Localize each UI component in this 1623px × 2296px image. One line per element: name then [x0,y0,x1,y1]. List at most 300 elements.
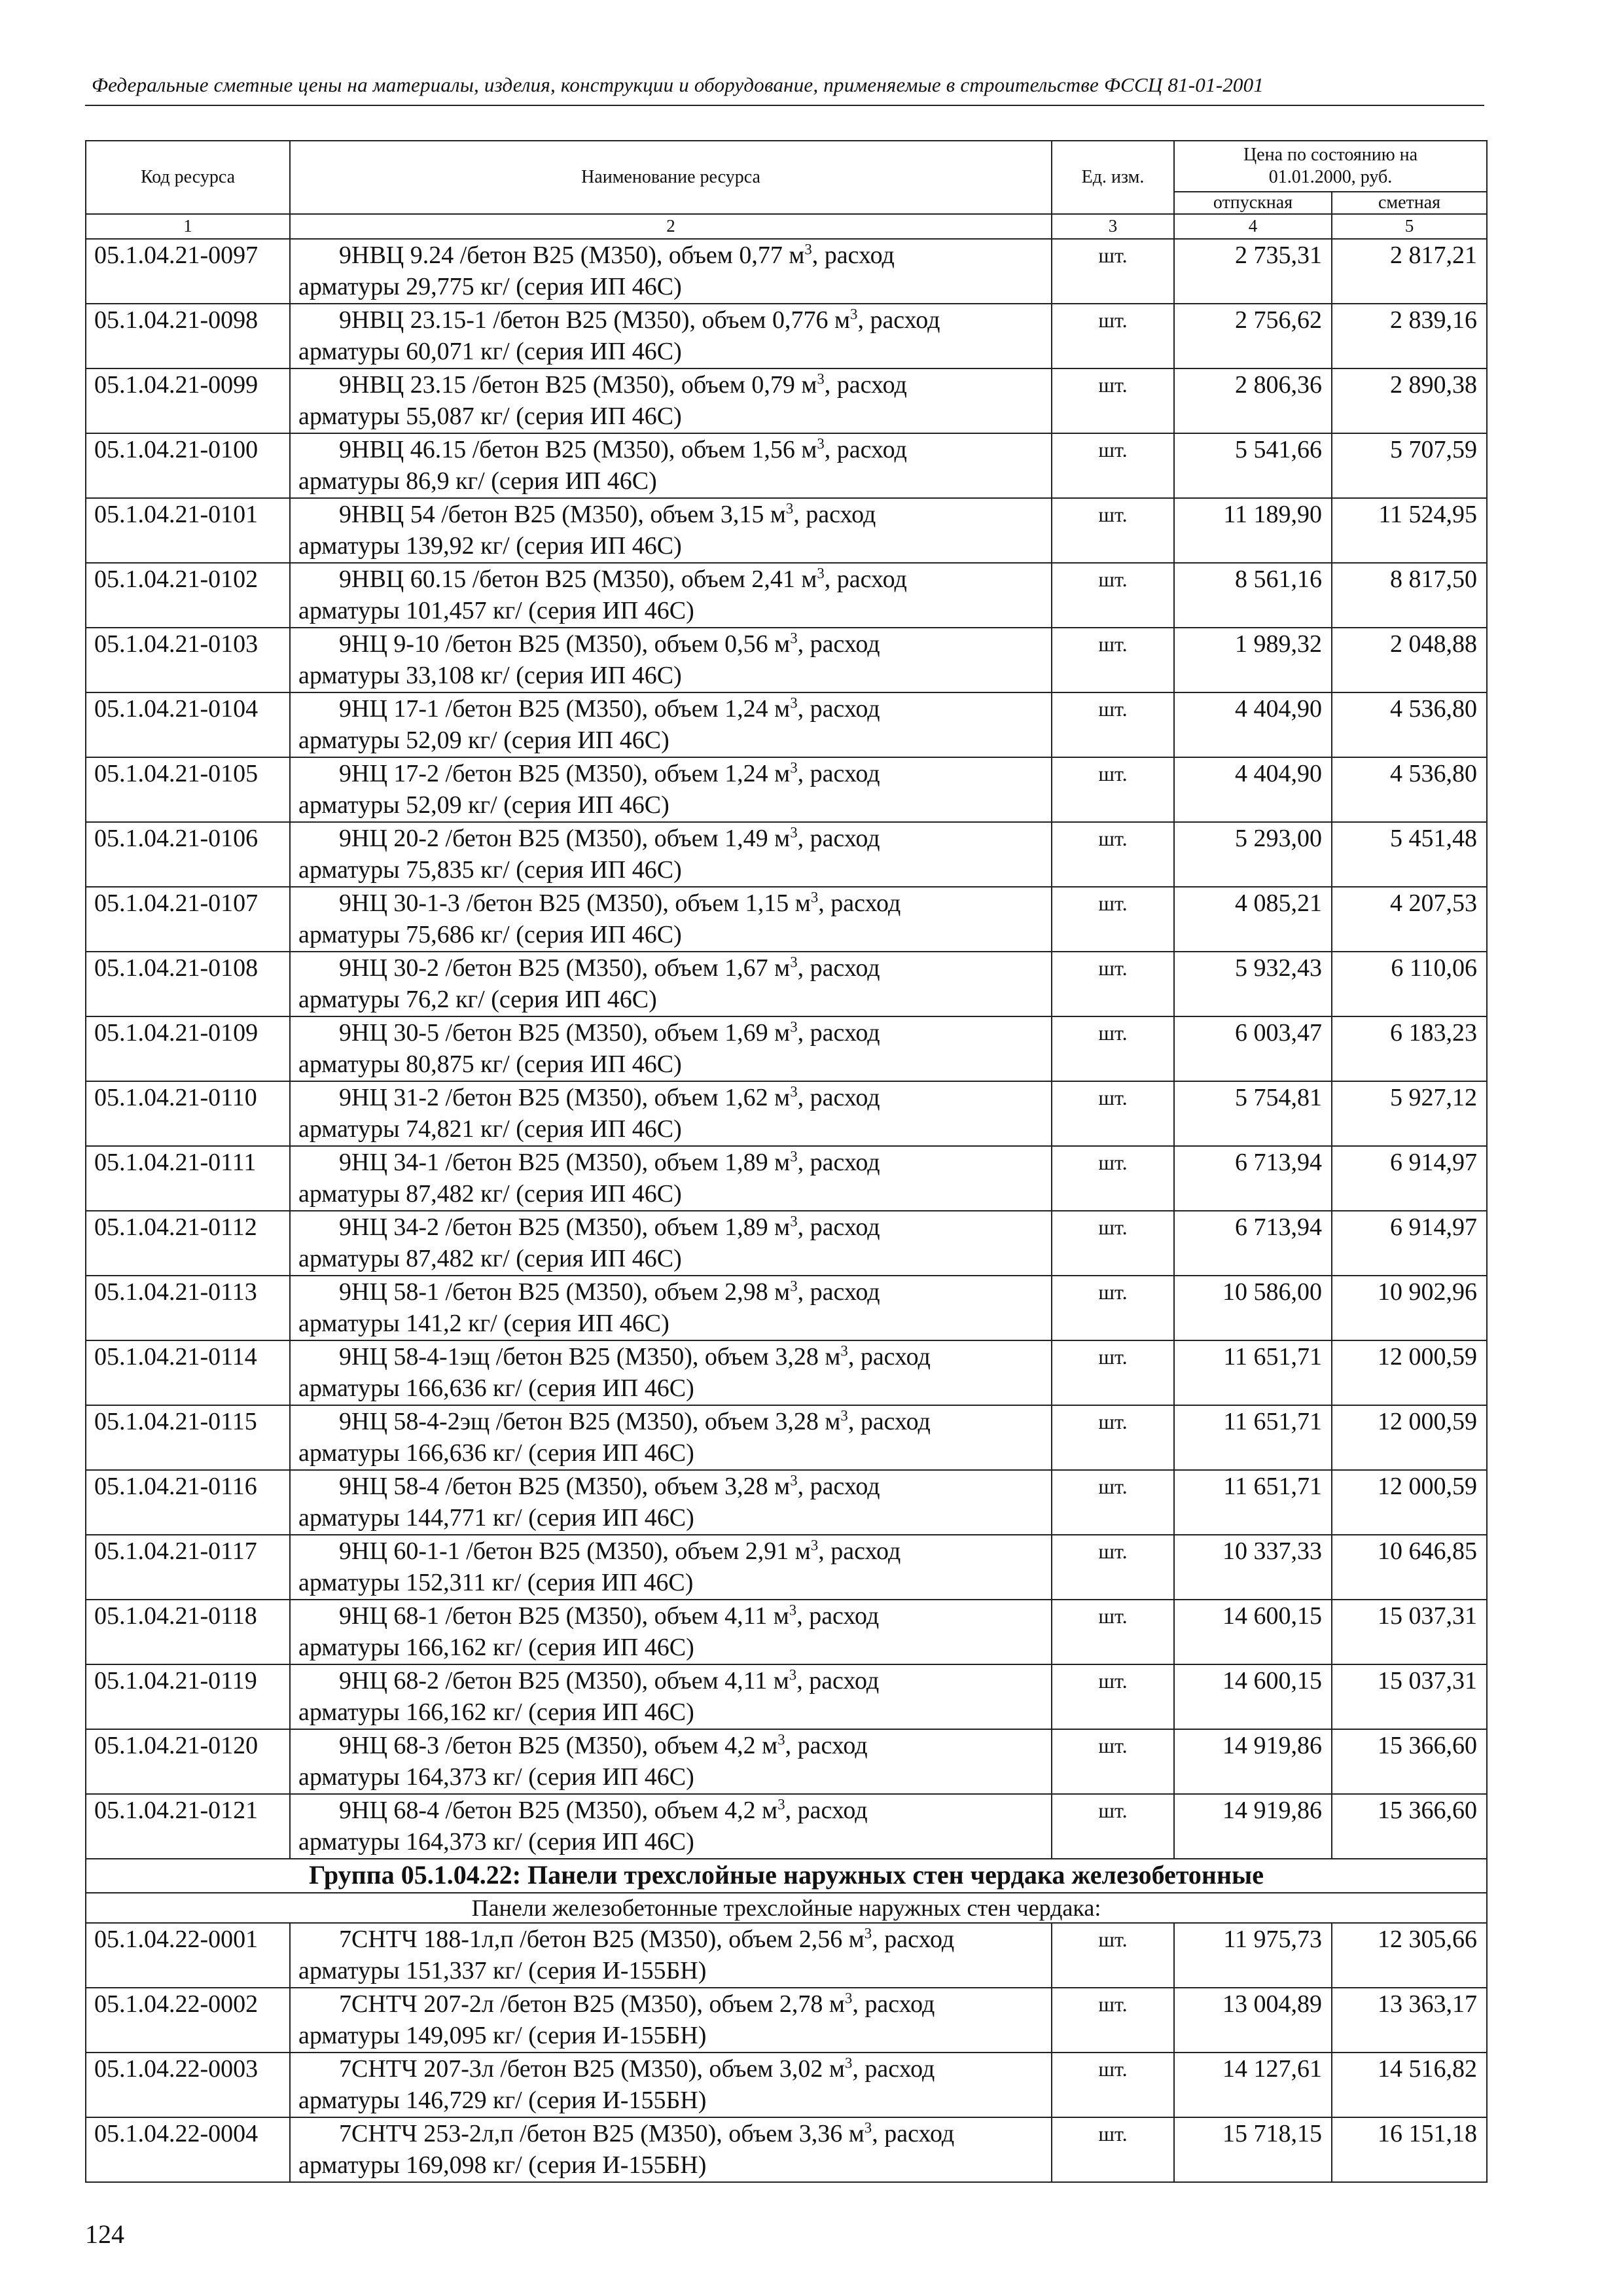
price-release: 11 651,71 [1174,1405,1332,1470]
cubic-superscript: 3 [789,1666,797,1683]
price-estimate: 2 890,38 [1332,368,1487,433]
price-release: 11 975,73 [1174,1923,1332,1988]
cubic-superscript: 3 [789,1602,797,1619]
resource-name-line2: арматуры 74,821 кг/ (серия ИП 46С) [298,1115,682,1143]
resource-name [290,757,1052,822]
cubic-superscript: 3 [777,1796,785,1813]
price-estimate: 4 207,53 [1332,887,1487,952]
table-row [86,1081,1487,1146]
resource-name-line1: 9НЦ 20-2 /бетон В25 (М350), объем 1,49 м [339,825,791,852]
price-estimate: 4 536,80 [1332,757,1487,822]
resource-name [290,2053,1052,2117]
resource-code: 05.1.04.21-0112 [86,1211,290,1276]
resource-code: 05.1.04.21-0105 [86,757,290,822]
group-section [86,1859,1487,1923]
resource-name-line1: 9НЦ 30-5 /бетон В25 (М350), объем 1,69 м [339,1019,791,1047]
resource-unit: шт. [1052,1535,1174,1600]
table-row [86,1211,1487,1276]
resource-name [290,368,1052,433]
resource-rows-group-22 [86,1923,1487,2182]
resource-code: 05.1.04.21-0103 [86,628,290,692]
price-estimate: 6 183,23 [1332,1016,1487,1081]
resource-code: 05.1.04.21-0117 [86,1535,290,1600]
resource-code: 05.1.04.21-0107 [86,887,290,952]
column-number: 2 [290,214,1052,239]
resource-name-line2: арматуры 169,098 кг/ (серия И-155БН) [298,2151,707,2179]
cubic-superscript: 3 [810,1537,819,1554]
price-release: 11 651,71 [1174,1470,1332,1535]
resource-name-line1-end: , расход [824,371,907,399]
resource-name-line2: арматуры 149,095 кг/ (серия И-155БН) [298,2022,707,2049]
resource-name-line2: арматуры 80,875 кг/ (серия ИП 46С) [298,1050,682,1078]
header-price-estimate: сметная [1332,192,1487,214]
resource-name-line1-end: , расход [796,1602,880,1630]
resource-name-line2: арматуры 101,457 кг/ (серия ИП 46С) [298,597,694,624]
resource-name [290,2117,1052,2182]
table-row [86,433,1487,498]
resource-name-line2: арматуры 33,108 кг/ (серия ИП 46С) [298,662,682,689]
resource-name [290,952,1052,1016]
resource-code: 05.1.04.21-0118 [86,1600,290,1664]
resource-name-line1: 9НВЦ 9.24 /бетон В25 (М350), объем 0,77 м [339,242,805,269]
resource-code: 05.1.04.22-0003 [86,2053,290,2117]
resource-unit: шт. [1052,1405,1174,1470]
cubic-superscript: 3 [850,306,858,323]
resource-name-line1-end: , расход [793,501,876,528]
resource-unit: шт. [1052,2117,1174,2182]
resource-name-line1: 9НЦ 68-3 /бетон В25 (М350), объем 4,2 м [339,1732,778,1759]
resource-name-line2: арматуры 52,09 кг/ (серия ИП 46С) [298,791,669,819]
resource-name-line1-end: , расход [872,1926,955,1953]
resource-name-line1: 9НЦ 9-10 /бетон В25 (М350), объем 0,56 м [339,630,791,658]
resource-name-line2: арматуры 166,636 кг/ (серия ИП 46С) [298,1374,694,1402]
cubic-superscript: 3 [790,1278,798,1295]
resource-name-line1-end: , расход [824,436,907,463]
resource-name-line1: 9НЦ 68-1 /бетон В25 (М350), объем 4,11 м [339,1602,789,1630]
resource-name-line1-end: , расход [785,1732,868,1759]
price-release: 4 404,90 [1174,692,1332,757]
price-release: 15 718,15 [1174,2117,1332,2182]
price-estimate: 14 516,82 [1332,2053,1487,2117]
resource-code: 05.1.04.22-0001 [86,1923,290,1988]
resource-unit: шт. [1052,1081,1174,1146]
header-price-release: отпускная [1174,192,1332,214]
cubic-superscript: 3 [840,1407,848,1424]
price-table [85,140,1488,2183]
resource-name-line2: арматуры 55,087 кг/ (серия ИП 46С) [298,403,682,430]
resource-name [290,1988,1052,2053]
cubic-superscript: 3 [790,1018,798,1035]
header-divider [85,105,1484,106]
resource-name-line1: 9НЦ 68-4 /бетон В25 (М350), объем 4,2 м [339,1797,778,1824]
resource-name-line1-end: , расход [847,1408,931,1435]
table-row [86,239,1487,304]
resource-name-line1-end: , расход [818,1537,901,1565]
resource-code: 05.1.04.21-0120 [86,1729,290,1794]
resource-name-line1: 9НЦ 58-4-1эщ /бетон В25 (М350), объем 3,28 м [339,1343,841,1371]
resource-code: 05.1.04.21-0110 [86,1081,290,1146]
resource-name-line1-end: , расход [797,1278,880,1306]
resource-unit: шт. [1052,952,1174,1016]
resource-name-line1-end: , расход [796,1667,880,1695]
price-estimate: 12 305,66 [1332,1923,1487,1988]
resource-name-line2: арматуры 52,09 кг/ (серия ИП 46С) [298,726,669,754]
table-row [86,1664,1487,1729]
resource-name-line2: арматуры 164,373 кг/ (серия ИП 46С) [298,1763,694,1791]
header-code: Код ресурса [86,141,290,214]
resource-name-line1-end: , расход [797,1084,880,1111]
price-release: 6 003,47 [1174,1016,1332,1081]
resource-unit: шт. [1052,1016,1174,1081]
resource-name-line1: 9НЦ 58-4 /бетон В25 (М350), объем 3,28 м [339,1473,791,1500]
resource-unit: шт. [1052,1600,1174,1664]
cubic-superscript: 3 [790,1472,798,1489]
price-release: 14 919,86 [1174,1794,1332,1859]
price-release: 4 085,21 [1174,887,1332,952]
resource-name [290,1081,1052,1146]
cubic-superscript: 3 [844,1990,853,2007]
resource-name-line1-end: , расход [797,695,880,723]
price-release: 2 806,36 [1174,368,1332,433]
resource-name-line1-end: , расход [812,242,895,269]
resource-name-line2: арматуры 146,729 кг/ (серия И-155БН) [298,2087,707,2114]
resource-code: 05.1.04.21-0116 [86,1470,290,1535]
cubic-superscript: 3 [777,1731,785,1748]
resource-unit: шт. [1052,563,1174,628]
resource-name-line2: арматуры 141,2 кг/ (серия ИП 46С) [298,1310,669,1337]
cubic-superscript: 3 [790,1148,798,1165]
price-release: 6 713,94 [1174,1211,1332,1276]
resource-name-line1: 9НЦ 34-1 /бетон В25 (М350), объем 1,89 м [339,1149,791,1176]
price-estimate: 2 839,16 [1332,304,1487,368]
table-row [86,2117,1487,2182]
resource-name-line1-end: , расход [824,565,907,593]
cubic-superscript: 3 [790,824,798,841]
price-estimate: 6 110,06 [1332,952,1487,1016]
resource-name-line2: арматуры 152,311 кг/ (серия ИП 46С) [298,1569,694,1596]
price-release: 5 932,43 [1174,952,1332,1016]
resource-name-line2: арматуры 151,337 кг/ (серия И-155БН) [298,1957,707,1984]
resource-name [290,1664,1052,1729]
resource-name-line2: арматуры 166,162 кг/ (серия ИП 46С) [298,1634,694,1661]
resource-name [290,1600,1052,1664]
cubic-superscript: 3 [844,2054,853,2072]
price-release: 11 651,71 [1174,1340,1332,1405]
resource-name-line1-end: , расход [797,954,880,982]
resource-name [290,239,1052,304]
resource-name [290,563,1052,628]
resource-name [290,433,1052,498]
resource-name [290,1923,1052,1988]
table-row [86,1600,1487,1664]
cubic-superscript: 3 [817,565,825,582]
price-estimate: 15 037,31 [1332,1600,1487,1664]
resource-name-line1: 7СНТЧ 188-1л,п /бетон В25 (М350), объем 2,56 м [339,1926,865,1953]
table-row [86,498,1487,563]
cubic-superscript: 3 [810,889,819,906]
cubic-superscript: 3 [790,630,798,647]
cubic-superscript: 3 [790,954,798,971]
resource-name-line1-end: , расход [785,1797,868,1824]
price-estimate: 10 646,85 [1332,1535,1487,1600]
resource-name [290,1276,1052,1340]
resource-name-line1-end: , расход [852,1990,935,2018]
price-estimate: 6 914,97 [1332,1211,1487,1276]
header-price: Цена по состоянию на 01.01.2000, руб. [1174,141,1487,192]
page-header-title: Федеральные сметные цены на материалы, изделия, конструкции и оборудование, применяемые в строительстве ФССЦ 81-01-2001 [92,73,1264,96]
resource-unit: шт. [1052,2053,1174,2117]
resource-unit: шт. [1052,1664,1174,1729]
table-row [86,1729,1487,1794]
table-row [86,952,1487,1016]
resource-unit: шт. [1052,757,1174,822]
resource-name [290,1794,1052,1859]
price-release: 1 989,32 [1174,628,1332,692]
resource-unit: шт. [1052,1340,1174,1405]
resource-name-line1-end: , расход [847,1343,931,1371]
resource-unit: шт. [1052,887,1174,952]
resource-unit: шт. [1052,822,1174,887]
column-number: 5 [1332,214,1487,239]
price-estimate: 5 451,48 [1332,822,1487,887]
price-estimate: 12 000,59 [1332,1340,1487,1405]
price-release: 5 541,66 [1174,433,1332,498]
resource-code: 05.1.04.21-0102 [86,563,290,628]
resource-code: 05.1.04.21-0114 [86,1340,290,1405]
resource-name-line2: арматуры 76,2 кг/ (серия ИП 46С) [298,986,657,1013]
cubic-superscript: 3 [785,500,794,517]
table-row [86,1470,1487,1535]
resource-name [290,1340,1052,1405]
resource-name [290,498,1052,563]
resource-name-line1: 9НВЦ 54 /бетон В25 (М350), объем 3,15 м [339,501,786,528]
table-row [86,1016,1487,1081]
resource-unit: шт. [1052,1988,1174,2053]
table-row [86,1535,1487,1600]
resource-code: 05.1.04.21-0115 [86,1405,290,1470]
price-estimate: 12 000,59 [1332,1405,1487,1470]
price-estimate: 4 536,80 [1332,692,1487,757]
resource-name-line2: арматуры 29,775 кг/ (серия ИП 46С) [298,273,682,300]
resource-code: 05.1.04.21-0097 [86,239,290,304]
resource-unit: шт. [1052,692,1174,757]
resource-name-line1-end: , расход [872,2120,955,2147]
price-estimate: 5 707,59 [1332,433,1487,498]
resource-name-line1: 9НЦ 68-2 /бетон В25 (М350), объем 4,11 м [339,1667,789,1695]
price-release: 14 600,15 [1174,1600,1332,1664]
resource-name-line1: 9НЦ 30-1-3 /бетон В25 (М350), объем 1,15 м [339,889,811,917]
price-estimate: 15 366,60 [1332,1794,1487,1859]
price-estimate: 2 817,21 [1332,239,1487,304]
resource-name [290,1016,1052,1081]
cubic-superscript: 3 [790,694,798,711]
resource-unit: шт. [1052,1923,1174,1988]
resource-code: 05.1.04.21-0104 [86,692,290,757]
resource-unit: шт. [1052,1276,1174,1340]
resource-name-line1: 7СНТЧ 253-2л,п /бетон В25 (М350), объем 3,36 м [339,2120,865,2147]
resource-name-line1-end: , расход [797,1473,880,1500]
resource-code: 05.1.04.21-0099 [86,368,290,433]
group-title: Группа 05.1.04.22: Панели трехслойные наружных стен чердака железобетонные [86,1859,1487,1893]
resource-name-line1: 9НЦ 17-2 /бетон В25 (М350), объем 1,24 м [339,760,791,787]
resource-name [290,822,1052,887]
resource-name-line1: 7СНТЧ 207-2л /бетон В25 (М350), объем 2,78 м [339,1990,845,2018]
price-release: 6 713,94 [1174,1146,1332,1211]
resource-unit: шт. [1052,1729,1174,1794]
resource-unit: шт. [1052,368,1174,433]
group-subtitle: Панели железобетонные трехслойные наружных стен чердака: [86,1893,1487,1923]
resource-unit: шт. [1052,628,1174,692]
resource-name [290,304,1052,368]
resource-name-line1: 9НЦ 30-2 /бетон В25 (М350), объем 1,67 м [339,954,791,982]
price-release: 14 600,15 [1174,1664,1332,1729]
resource-name-line1: 9НЦ 31-2 /бетон В25 (М350), объем 1,62 м [339,1084,791,1111]
resource-code: 05.1.04.21-0108 [86,952,290,1016]
price-estimate: 13 363,17 [1332,1988,1487,2053]
cubic-superscript: 3 [864,1925,872,1942]
price-release: 2 756,62 [1174,304,1332,368]
table-row [86,822,1487,887]
cubic-superscript: 3 [790,1083,798,1100]
resource-code: 05.1.04.21-0098 [86,304,290,368]
price-estimate: 11 524,95 [1332,498,1487,563]
resource-code: 05.1.04.21-0109 [86,1016,290,1081]
resource-name-line1-end: , расход [852,2055,935,2083]
resource-name-line2: арматуры 144,771 кг/ (серия ИП 46С) [298,1504,694,1532]
table-row [86,1988,1487,2053]
resource-name-line1: 9НЦ 60-1-1 /бетон В25 (М350), объем 2,91 м [339,1537,811,1565]
resource-name-line1-end: , расход [818,889,901,917]
resource-name [290,692,1052,757]
table-row [86,757,1487,822]
table-row [86,1146,1487,1211]
column-numbers-row [86,214,1487,239]
resource-unit: шт. [1052,1794,1174,1859]
table-row [86,304,1487,368]
price-release: 14 919,86 [1174,1729,1332,1794]
resource-name-line1-end: , расход [797,825,880,852]
resource-name-line1-end: , расход [857,306,940,334]
resource-unit: шт. [1052,1470,1174,1535]
resource-code: 05.1.04.22-0004 [86,2117,290,2182]
resource-name-line1-end: , расход [797,1019,880,1047]
resource-name-line2: арматуры 87,482 кг/ (серия ИП 46С) [298,1180,682,1208]
resource-name-line1: 7СНТЧ 207-3л /бетон В25 (М350), объем 3,02 м [339,2055,845,2083]
price-release: 8 561,16 [1174,563,1332,628]
resource-name-line2: арматуры 86,9 кг/ (серия ИП 46С) [298,467,657,495]
cubic-superscript: 3 [840,1342,848,1359]
price-estimate: 6 914,97 [1332,1146,1487,1211]
price-release: 13 004,89 [1174,1988,1332,2053]
resource-name [290,1405,1052,1470]
resource-name-line1-end: , расход [797,630,880,658]
resource-unit: шт. [1052,239,1174,304]
price-estimate: 10 902,96 [1332,1276,1487,1340]
resource-unit: шт. [1052,1146,1174,1211]
resource-unit: шт. [1052,1211,1174,1276]
price-release: 11 189,90 [1174,498,1332,563]
price-estimate: 12 000,59 [1332,1470,1487,1535]
resource-name [290,1211,1052,1276]
resource-code: 05.1.04.21-0106 [86,822,290,887]
price-release: 5 754,81 [1174,1081,1332,1146]
resource-name [290,887,1052,952]
resource-name-line1: 9НВЦ 46.15 /бетон В25 (М350), объем 1,56 м [339,436,817,463]
price-estimate: 2 048,88 [1332,628,1487,692]
resource-name-line1: 9НЦ 58-4-2эщ /бетон В25 (М350), объем 3,28 м [339,1408,841,1435]
resource-name [290,628,1052,692]
resource-name [290,1470,1052,1535]
table-row [86,1340,1487,1405]
resource-code: 05.1.04.21-0101 [86,498,290,563]
resource-code: 05.1.04.21-0113 [86,1276,290,1340]
resource-name-line1: 9НВЦ 60.15 /бетон В25 (М350), объем 2,41 м [339,565,817,593]
price-estimate: 5 927,12 [1332,1081,1487,1146]
resource-name-line1: 9НЦ 34-2 /бетон В25 (М350), объем 1,89 м [339,1213,791,1241]
resource-name-line2: арматуры 164,373 кг/ (серия ИП 46С) [298,1828,694,1856]
resource-name [290,1535,1052,1600]
cubic-superscript: 3 [864,2119,872,2136]
table-row [86,887,1487,952]
resource-name-line1: 9НЦ 17-1 /бетон В25 (М350), объем 1,24 м [339,695,791,723]
cubic-superscript: 3 [790,759,798,776]
column-number: 4 [1174,214,1332,239]
cubic-superscript: 3 [790,1213,798,1230]
price-estimate: 16 151,18 [1332,2117,1487,2182]
resource-unit: шт. [1052,433,1174,498]
resource-name-line1-end: , расход [797,1213,880,1241]
resource-code: 05.1.04.22-0002 [86,1988,290,2053]
table-row [86,1405,1487,1470]
table-row [86,2053,1487,2117]
resource-unit: шт. [1052,498,1174,563]
resource-code: 05.1.04.21-0121 [86,1794,290,1859]
table-row [86,692,1487,757]
resource-name [290,1729,1052,1794]
resource-name-line1: 9НВЦ 23.15-1 /бетон В25 (М350), объем 0,776 м [339,306,851,334]
table-row [86,1276,1487,1340]
resource-name-line2: арматуры 75,686 кг/ (серия ИП 46С) [298,921,682,948]
resource-code: 05.1.04.21-0111 [86,1146,290,1211]
price-release: 2 735,31 [1174,239,1332,304]
table-row [86,368,1487,433]
table-row [86,1794,1487,1859]
page-number: 124 [85,2219,124,2249]
price-release: 5 293,00 [1174,822,1332,887]
resource-rows-group-21 [86,239,1487,1859]
resource-code: 05.1.04.21-0100 [86,433,290,498]
cubic-superscript: 3 [817,435,825,452]
table-row [86,1923,1487,1988]
resource-name-line2: арматуры 139,92 кг/ (серия ИП 46С) [298,532,682,560]
resource-name-line2: арматуры 75,835 кг/ (серия ИП 46С) [298,856,682,884]
resource-name-line2: арматуры 166,636 кг/ (серия ИП 46С) [298,1439,694,1467]
resource-name-line1: 9НЦ 58-1 /бетон В25 (М350), объем 2,98 м [339,1278,791,1306]
resource-name [290,1146,1052,1211]
column-number: 1 [86,214,290,239]
table-row [86,628,1487,692]
resource-unit: шт. [1052,304,1174,368]
column-number: 3 [1052,214,1174,239]
price-estimate: 8 817,50 [1332,563,1487,628]
resource-name-line2: арматуры 87,482 кг/ (серия ИП 46С) [298,1245,682,1272]
header-name: Наименование ресурса [290,141,1052,214]
resource-name-line1-end: , расход [797,760,880,787]
cubic-superscript: 3 [804,241,812,258]
price-release: 10 337,33 [1174,1535,1332,1600]
price-estimate: 15 366,60 [1332,1729,1487,1794]
price-estimate: 15 037,31 [1332,1664,1487,1729]
